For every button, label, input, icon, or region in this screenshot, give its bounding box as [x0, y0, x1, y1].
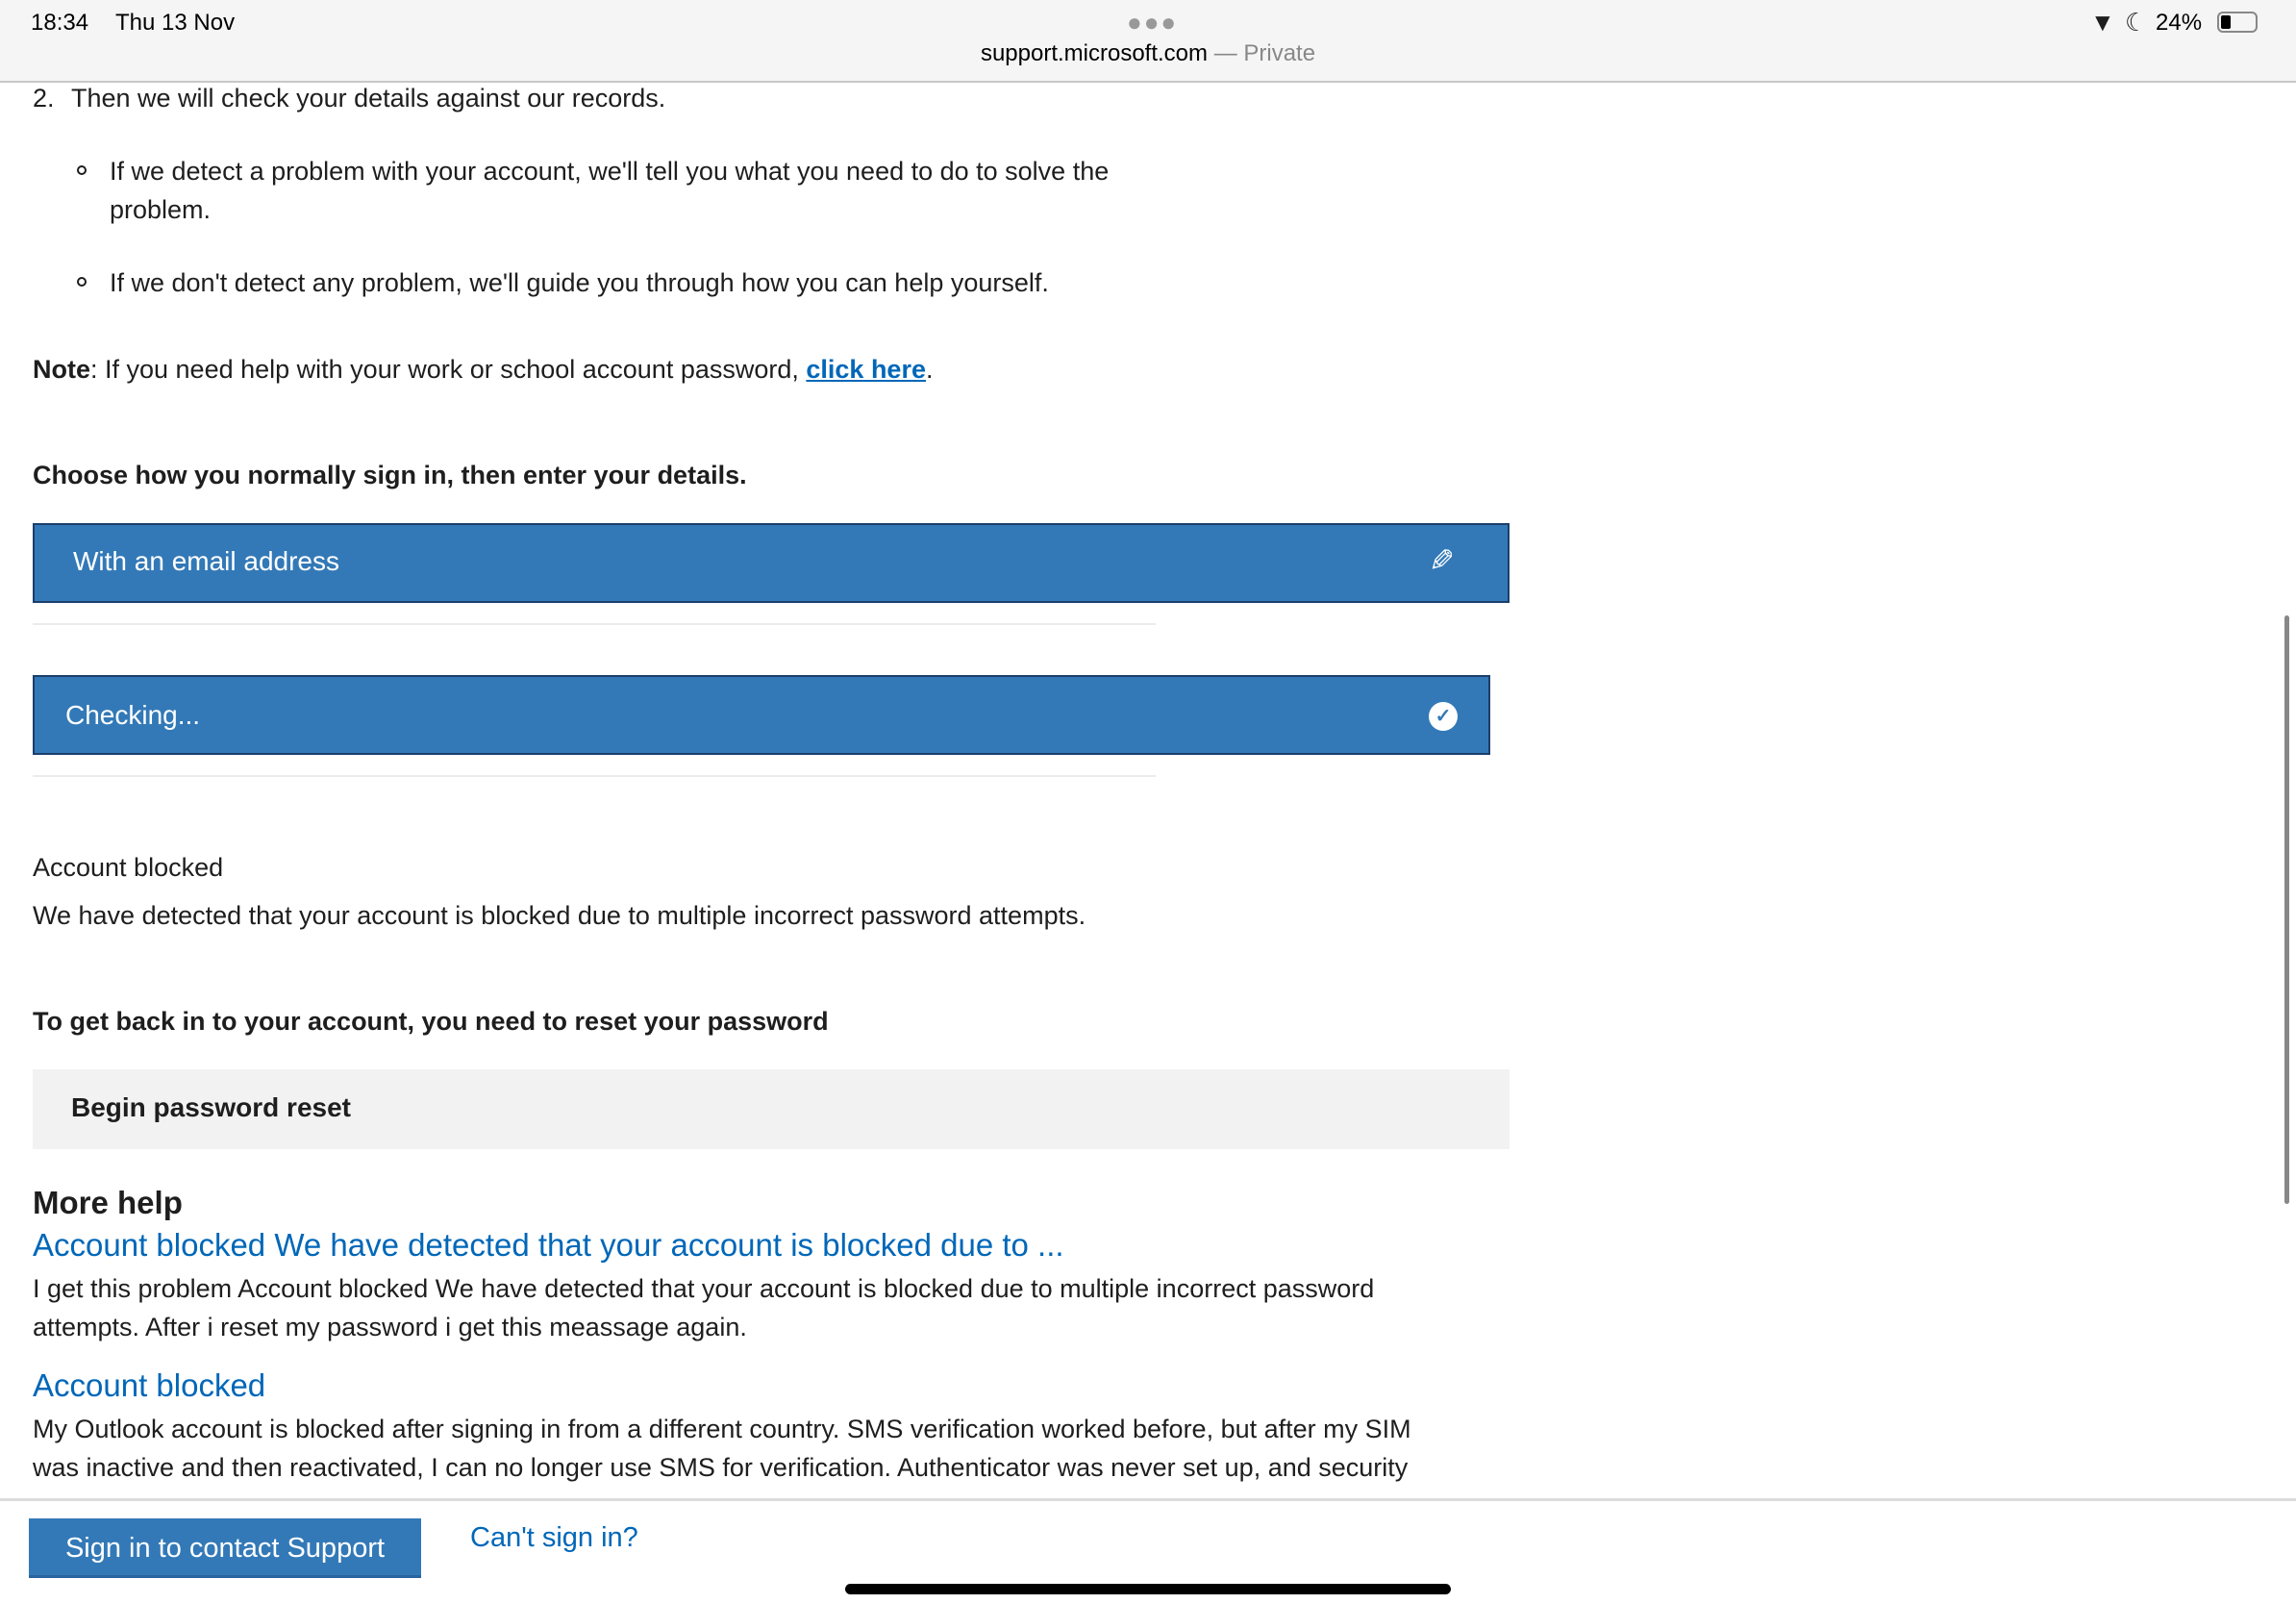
cant-sign-in-link[interactable]: Can't sign in?: [470, 1522, 638, 1553]
address-bar[interactable]: [0, 40, 2296, 67]
wifi-icon: ▼: [2090, 8, 2115, 37]
note-text: : If you need help with your work or school account password,: [90, 355, 807, 384]
help-snippet: was inactive and then reactivated, I can no longer use SMS for verification. Authenticator was never set up, and security: [33, 1453, 1409, 1482]
bullet-text-cont: problem.: [110, 195, 212, 224]
begin-password-reset-button[interactable]: [33, 1069, 1510, 1149]
battery-percent: 24%: [2156, 10, 2203, 36]
blocked-title: Account blocked: [33, 853, 224, 882]
scrollbar[interactable]: [2284, 615, 2289, 1204]
click-here-link[interactable]: click here: [806, 355, 926, 384]
sign-in-contact-support-button[interactable]: Sign in to contact Support: [29, 1518, 421, 1578]
note: [33, 350, 934, 388]
footer: [0, 1498, 2296, 1604]
more-help-heading: More help: [33, 1185, 183, 1220]
reset-heading: To get back in to your account, you need to reset your password: [33, 1007, 829, 1036]
pencil-icon[interactable]: ✎: [1429, 543, 1455, 578]
help-snippet: My Outlook account is blocked after signing in from a different country. SMS verification worked before, but after my SIM: [33, 1415, 1411, 1443]
bullet-icon: [77, 165, 87, 175]
browser-status-bar: [0, 0, 2296, 83]
help-snippet: I get this problem Account blocked We have detected that your account is blocked due to multiple incorrect password: [33, 1274, 1375, 1303]
check-circle-icon: ✓: [1429, 702, 1458, 731]
bullet-text: If we don't detect any problem, we'll guide you through how you can help yourself.: [110, 268, 1049, 297]
help-link[interactable]: Account blocked We have detected that your account is blocked due to ...: [33, 1227, 1064, 1263]
note-end: .: [925, 355, 934, 384]
home-indicator[interactable]: [845, 1584, 1451, 1594]
email-option-label: With an email address: [73, 546, 340, 576]
checking-label: Checking...: [65, 700, 201, 730]
more-dots-icon[interactable]: ●●●: [1127, 8, 1179, 37]
reset-button-label: Begin password reset: [71, 1092, 351, 1122]
help-link[interactable]: Account blocked: [33, 1367, 266, 1403]
bullet-text: If we detect a problem with your account, we'll tell you what you need to do to solve the: [110, 157, 1110, 186]
email-option-button[interactable]: [33, 523, 1510, 603]
step-number: 2.: [33, 84, 55, 113]
step-text: Then we will check your details against our records.: [71, 84, 666, 113]
time: 18:34: [31, 10, 89, 36]
url: support.microsoft.com: [980, 40, 1209, 66]
battery-icon: [2217, 12, 2258, 33]
divider: [33, 623, 1156, 625]
note-label: Note: [33, 355, 90, 384]
private-label: — Private: [1213, 40, 1316, 66]
blocked-text: We have detected that your account is blocked due to multiple incorrect password attempts.: [33, 901, 1086, 930]
choose-heading: Choose how you normally sign in, then enter your details.: [33, 461, 747, 489]
checking-status: [33, 675, 1490, 755]
moon-icon: ☾: [2125, 8, 2148, 37]
help-snippet: attempts. After i reset my password i get this meassage again.: [33, 1313, 747, 1341]
bullet-icon: [77, 277, 87, 287]
date: Thu 13 Nov: [115, 10, 236, 36]
divider: [33, 775, 1156, 777]
